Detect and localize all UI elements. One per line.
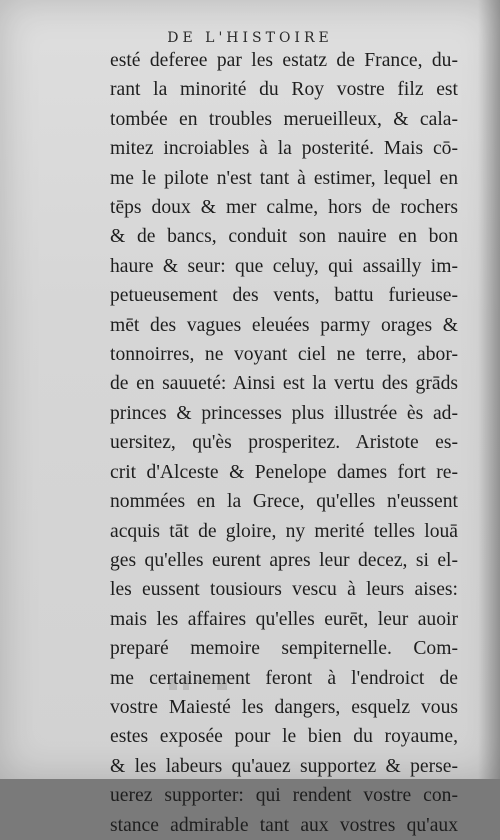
text-line: tēps doux & mer calme, hors de rochers (110, 197, 458, 219)
text-line: esté deferee par les estatz de France, du- (110, 50, 458, 71)
page-edge-shadow (478, 0, 500, 779)
text-line: uerez supporter: qui rendent vostre con- (110, 785, 458, 807)
text-line: vostre Maiesté les dangers, esquelz vous (110, 696, 458, 718)
text-line: preparé memoire sempiternelle. Com- (110, 638, 458, 660)
text-line: tonnoirres, ne voyant ciel ne terre, abor- (110, 344, 458, 366)
text-line: & de bancs, conduit son nauire en bon (110, 226, 458, 248)
text-line: ges qu'elles eurent apres leur decez, si el- (110, 549, 458, 571)
text-line: petueusement des vents, battu furieuse- (110, 285, 458, 307)
smudge-mark (165, 672, 235, 694)
text-line: mais les affaires qu'elles eurēt, leur auoir (110, 608, 458, 630)
text-line: me certainement feront à l'endroict de (110, 667, 458, 689)
text-line: tombée en troubles merueilleux, & cala- (110, 108, 458, 130)
text-line: nommées en la Grece, qu'elles n'eussent (110, 491, 458, 513)
body-text (110, 46, 458, 840)
text-line: & les labeurs qu'auez supportez & perse- (110, 755, 458, 777)
show-through-smudge (165, 672, 235, 694)
text-line: estes exposée pour le bien du royaume, (110, 726, 458, 748)
text-line: stance admirable tant aux vostres qu'aux (110, 814, 458, 836)
text-line: mitez incroiables à la posterité. Mais cō- (110, 138, 458, 160)
text-line: acquis tāt de gloire, ny merité telles louā (110, 520, 458, 542)
running-head: DE L'HISTOIRE (167, 30, 333, 46)
text-line: les eussent tousiours vescu à leurs aises: (110, 579, 458, 601)
text-line: rant la minorité du Roy vostre filz est (110, 79, 458, 101)
text-line: princes & princesses plus illustrée ès ad- (110, 402, 458, 424)
text-line: haure & seur: que celuy, qui assailly im- (110, 255, 458, 277)
text-line: de en sauueté: Ainsi est la vertu des grāds (110, 373, 458, 395)
text-line: crit d'Alceste & Penelope dames fort re- (110, 461, 458, 483)
text-line: me le pilote n'est tant à estimer, lequel en (110, 167, 458, 189)
text-line: uersitez, qu'ès prosperitez. Aristote es- (110, 432, 458, 454)
text-line: mēt des vagues eleuées parmy orages & (110, 314, 458, 336)
